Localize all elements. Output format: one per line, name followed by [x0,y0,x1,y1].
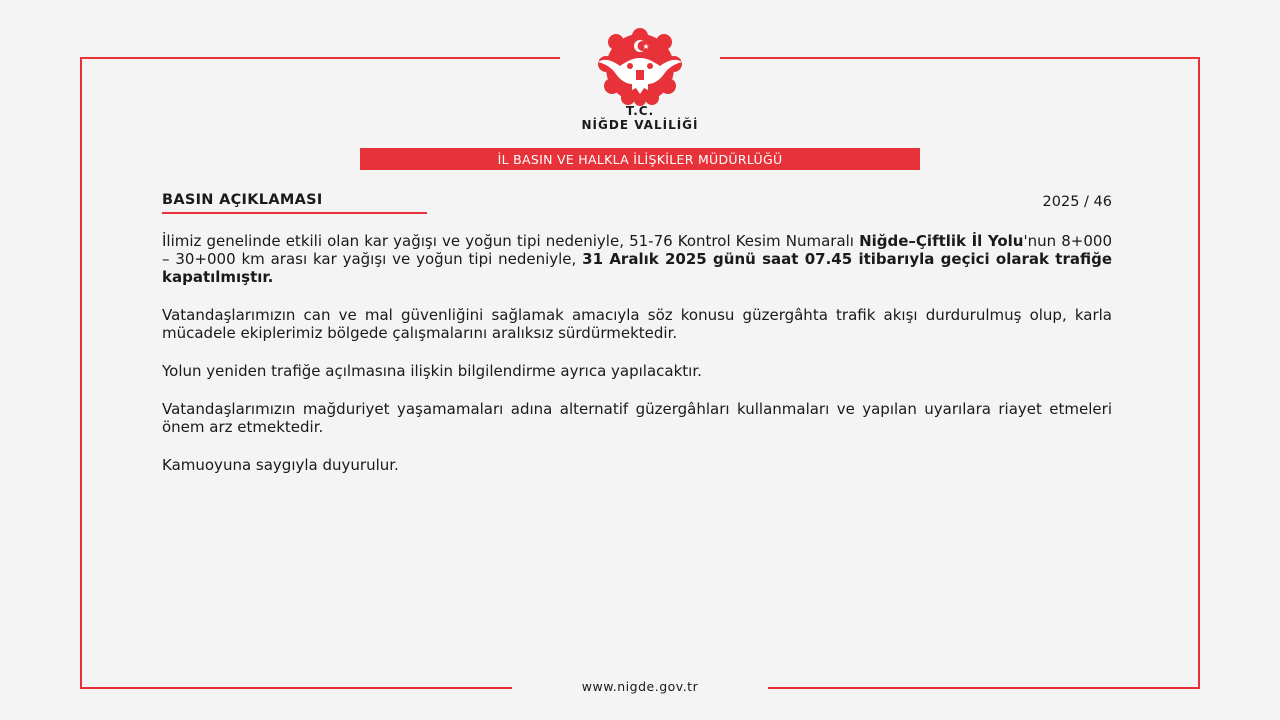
website-link[interactable]: www.nigde.gov.tr [581,679,699,694]
title-underline [162,212,427,214]
document-body [162,232,1112,494]
paragraph-3: Yolun yeniden trafiğe açılmasına ilişkin bilgilendirme ayrıca yapılacaktır. [162,362,702,380]
paragraph-4: Vatandaşlarımızın mağduriyet yaşamamaları adına alternatif güzergâhları kullanmaları ve yapılan uyarılara riayet etmeleri önem arz etmektedir. [162,400,1112,436]
frame-bottom-right [768,687,1200,689]
emblem-icon [560,28,720,106]
frame-left [80,57,82,689]
document-title: BASIN AÇIKLAMASI [162,192,323,208]
department-banner: İL BASIN VE HALKLA İLİŞKİLER MÜDÜRLÜĞÜ [360,148,920,170]
frame-bottom-left [80,687,512,689]
frame-right [1198,57,1200,689]
p1-bold-date: 31 Aralık 2025 günü saat 07.45 itibarıyla geçici olarak trafiğe kapatılmıştır. [162,250,1113,286]
org-name: NİĞDE VALİLİĞİ [581,118,699,132]
frame-top-right [720,57,1200,59]
p1-text-b: 'nun 8+000 – 30+000 km arası kar yağışı ve yoğun tipi nedeniyle, [162,232,1112,268]
organization-header [540,104,740,132]
paragraph-1 [162,232,1112,286]
frame-top-left [80,57,560,59]
document-number: 2025 / 46 [1042,194,1112,210]
p1-text-a: İlimiz genelinde etkili olan kar yağışı ve yoğun tipi nedeniyle, 51-76 Kontrol Kesim Numaralı [162,232,860,250]
paragraph-2: Vatandaşlarımızın can ve mal güvenliğini sağlamak amacıyla söz konusu güzergâhta trafik akışı durdurulmuş olup, karla mücadele ekiplerimiz bölgede çalışmalarını aralıksız sürdürmektedir. [162,306,1112,342]
org-tc: T.C. [625,104,655,118]
p1-bold-road: Niğde–Çiftlik İl Yolu [859,232,1024,250]
paragraph-5: Kamuoyuna saygıyla duyurulur. [162,456,399,474]
